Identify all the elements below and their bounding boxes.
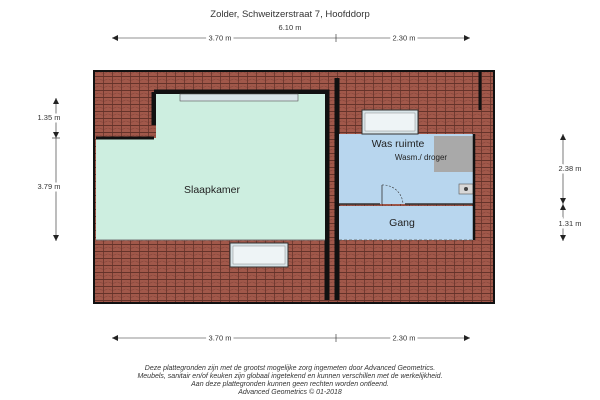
plan-title: Zolder, Schweitzerstraat 7, Hoofddorp (210, 9, 370, 20)
bottom-right-width-label: 2.30 m (392, 333, 416, 343)
laundry-skylight-glass (365, 113, 415, 131)
room-label-hallway: Gang (389, 217, 415, 229)
bottom-dimensions (112, 334, 470, 343)
disclaimer (137, 365, 442, 396)
skylight-glass (233, 246, 285, 264)
total-width-label: 6.10 m (278, 23, 302, 32)
disclaimer-line-3: Aan deze plattegronden kunnen geen rechten worden ontleend. (191, 381, 389, 388)
disclaimer-line-2: Meubels, sanitair en/of keuken zijn globaal ingetekend en kunnen verschillen met de werkelijkheid. (137, 373, 443, 380)
outlet-dot (464, 187, 468, 191)
left-dimensions (38, 98, 61, 241)
bedroom-skylight-top (180, 94, 298, 101)
laundry-appliance-label: Wasm./ droger (394, 153, 448, 162)
left-width-label: 3.70 m (208, 33, 232, 43)
disclaimer-line-4: Advanced Geometrics © 01-2018 (238, 389, 342, 396)
left-lower-height-label: 3.79 m (37, 182, 61, 191)
right-width-label: 2.30 m (392, 33, 416, 43)
left-upper-height-label: 1.35 m (37, 113, 61, 122)
right-upper-height-label: 2.38 m (558, 164, 582, 173)
room-label-bedroom: Slaapkamer (183, 184, 241, 196)
bottom-left-width-label: 3.70 m (208, 333, 232, 343)
disclaimer-line-1: Deze plattegronden zijn met de grootst mogelijke zorg ingemeten door Advanced Geometrics. (144, 365, 436, 372)
right-dimensions (559, 134, 582, 241)
right-lower-height-label: 1.31 m (558, 219, 582, 228)
room-label-laundry: Was ruimte (371, 138, 425, 150)
top-dimensions (112, 23, 470, 43)
